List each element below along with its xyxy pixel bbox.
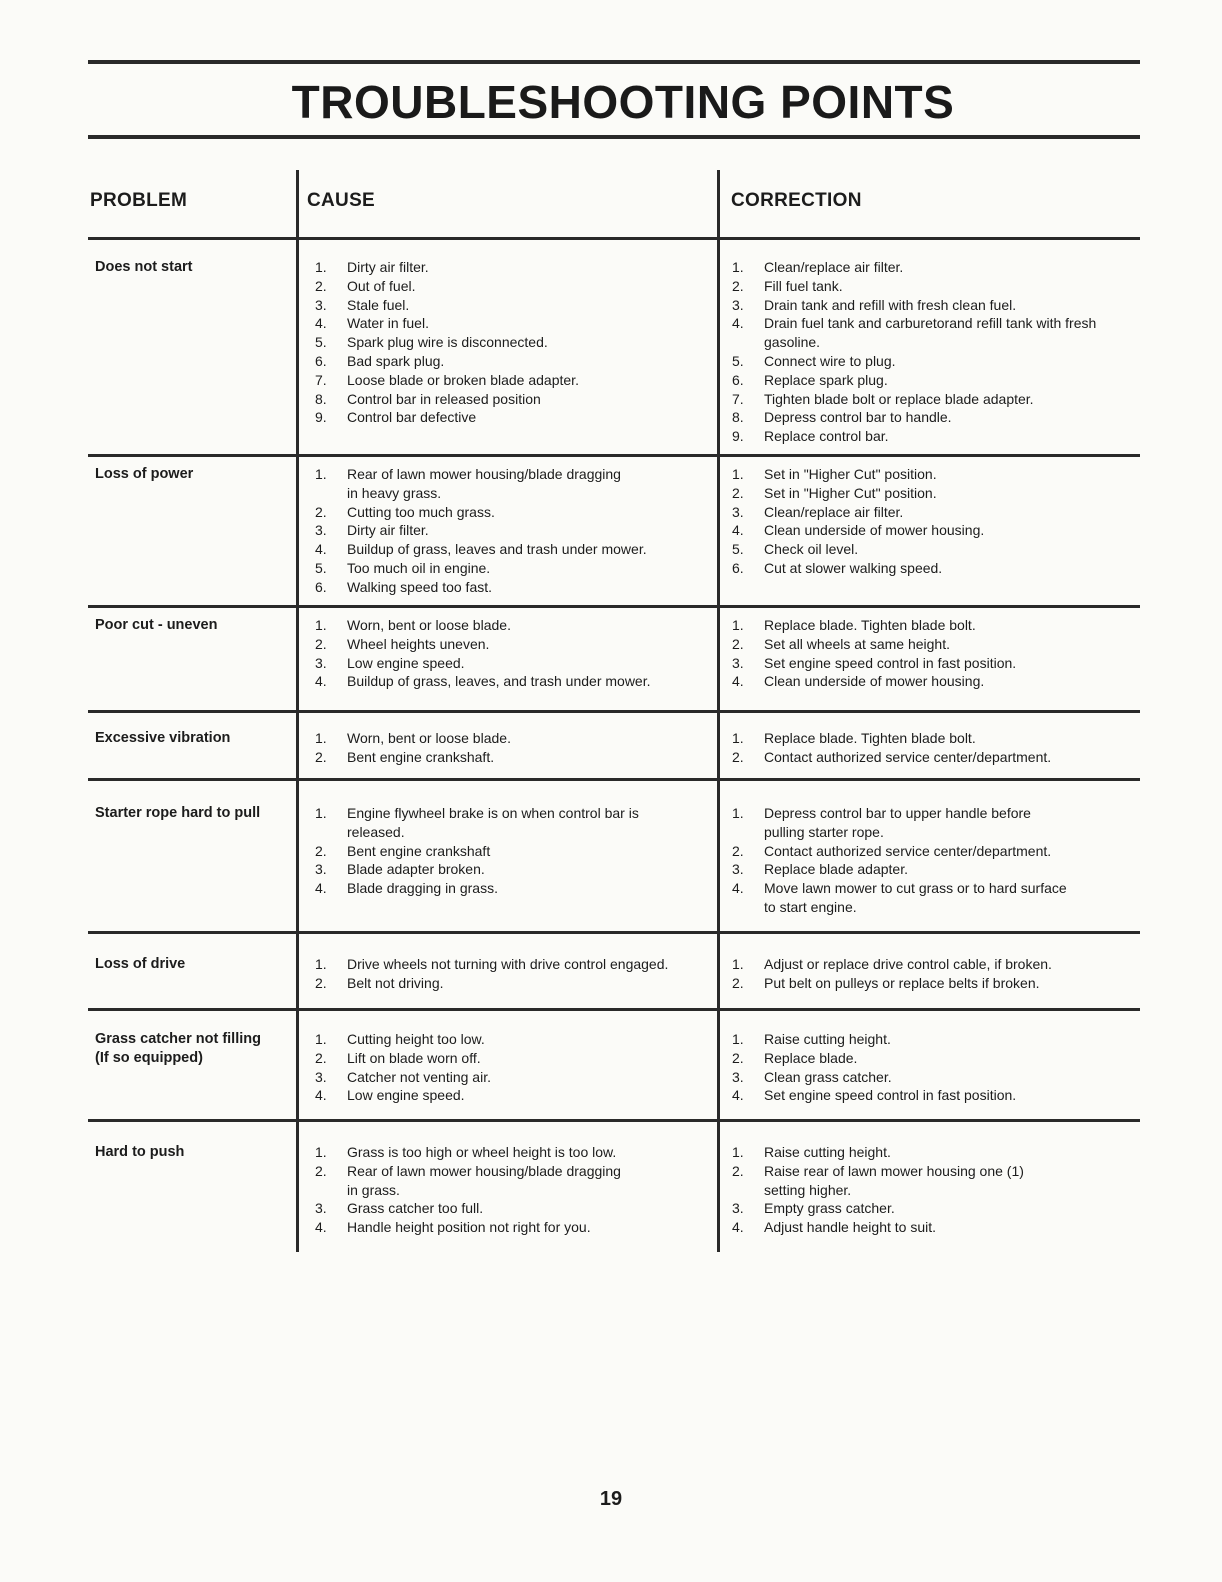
- item-text: released.: [347, 823, 405, 840]
- item-text: Control bar defective: [347, 409, 477, 426]
- correction-item: [732, 842, 1142, 861]
- correction-item: [732, 898, 1142, 917]
- causes-list: [315, 804, 715, 898]
- cause-item: [315, 729, 715, 748]
- cause-item: [315, 503, 715, 522]
- item-text: Cut at slower walking speed.: [764, 559, 943, 576]
- item-number: 3.: [315, 296, 327, 313]
- causes-list: [315, 258, 715, 427]
- item-text: Set in "Higher Cut" position.: [764, 466, 937, 482]
- item-number: 1.: [732, 956, 744, 972]
- title-top-rule: [88, 60, 1140, 64]
- item-number: 7.: [732, 390, 744, 407]
- row-divider: [88, 778, 1140, 781]
- item-text: Loose blade or broken blade adapter.: [347, 371, 579, 388]
- problem-label-line: Grass catcher not filling: [95, 1031, 261, 1047]
- title-bottom-rule: [88, 135, 1140, 139]
- item-number: 3.: [732, 654, 744, 671]
- item-text: Walking speed too fast.: [347, 578, 493, 595]
- corrections-list: [732, 258, 1142, 446]
- problem-label-line: Poor cut - uneven: [95, 617, 218, 633]
- item-number: 3.: [732, 861, 744, 878]
- cause-item: [315, 314, 715, 333]
- item-text: Wheel heights uneven.: [347, 635, 490, 652]
- correction-item: [732, 1030, 1142, 1049]
- item-text: Depress control bar to upper handle before: [764, 805, 1031, 821]
- item-number: 2.: [315, 1049, 327, 1066]
- item-text: Fill fuel tank.: [764, 277, 843, 294]
- item-text: Worn, bent or loose blade.: [347, 617, 511, 633]
- correction-item: [732, 1162, 1142, 1181]
- cause-item: [315, 484, 715, 503]
- item-text: Set engine speed control in fast position.: [764, 654, 1017, 671]
- correction-item: [732, 672, 1142, 691]
- item-text: Rear of lawn mower housing/blade dragging: [347, 466, 621, 482]
- item-text: Cutting height too low.: [347, 1031, 485, 1047]
- cause-item: [315, 1049, 715, 1068]
- item-number: 3.: [732, 1068, 744, 1085]
- item-number: 2.: [732, 484, 744, 501]
- item-text: Contact authorized service center/department.: [764, 748, 1052, 765]
- item-text: gasoline.: [764, 334, 821, 351]
- cause-item: [315, 371, 715, 390]
- correction-item: [732, 1199, 1142, 1218]
- correction-item: [732, 296, 1142, 315]
- item-number: 2.: [732, 748, 744, 765]
- item-text: Water in fuel.: [347, 315, 429, 332]
- page-number: 19: [599, 1488, 623, 1510]
- item-number: 6.: [732, 371, 744, 388]
- item-number: 2.: [315, 503, 327, 520]
- cause-item: [315, 823, 715, 842]
- cause-item: [315, 860, 715, 879]
- item-text: Grass catcher too full.: [347, 1200, 484, 1217]
- item-text: Catcher not venting air.: [347, 1068, 491, 1085]
- item-text: Drain tank and refill with fresh clean fuel.: [764, 296, 1017, 313]
- item-text: Adjust or replace drive control cable, if broken.: [764, 956, 1052, 972]
- header-cause: CAUSE: [307, 190, 376, 211]
- cause-item: [315, 1143, 715, 1162]
- item-number: 9.: [315, 409, 327, 426]
- item-text: Depress control bar to handle.: [764, 409, 952, 426]
- correction-item: [732, 616, 1142, 635]
- item-text: Too much oil in engine.: [347, 559, 491, 576]
- cause-item: [315, 955, 715, 974]
- item-number: 2.: [732, 842, 744, 859]
- item-number: 1.: [732, 805, 744, 821]
- cause-item: [315, 1181, 715, 1200]
- item-text: setting higher.: [764, 1181, 852, 1198]
- problem-label-line: (If so equipped): [95, 1050, 203, 1066]
- correction-item: [732, 804, 1142, 823]
- correction-item: [732, 1068, 1142, 1087]
- item-number: 1.: [315, 259, 327, 275]
- item-number: 2.: [315, 635, 327, 652]
- cause-item: [315, 559, 715, 578]
- row-divider: [88, 931, 1140, 934]
- item-number: 3.: [732, 296, 744, 313]
- item-text: Replace blade adapter.: [764, 861, 908, 878]
- problem-label-line: Starter rope hard to pull: [95, 805, 261, 821]
- item-text: Grass is too high or wheel height is too low.: [347, 1144, 617, 1160]
- item-text: Control bar in released position: [347, 390, 541, 407]
- item-number: 5.: [732, 541, 744, 558]
- item-text: Replace blade. Tighten blade bolt.: [764, 730, 976, 746]
- cause-item: [315, 465, 715, 484]
- correction-item: [732, 258, 1142, 277]
- item-text: to start engine.: [764, 898, 857, 915]
- item-number: 1.: [732, 466, 744, 482]
- item-text: Dirty air filter.: [347, 259, 429, 275]
- correction-item: [732, 1218, 1142, 1237]
- item-number: 4.: [315, 541, 327, 558]
- item-number: 6.: [732, 559, 744, 576]
- item-number: 4.: [732, 315, 744, 332]
- problem-label: [95, 804, 295, 823]
- item-text: Raise rear of lawn mower housing one (1): [764, 1162, 1024, 1179]
- cause-item: [315, 258, 715, 277]
- cause-item: [315, 654, 715, 673]
- item-number: 5.: [732, 352, 744, 369]
- cause-item: [315, 521, 715, 540]
- item-number: [732, 333, 764, 352]
- item-text: Put belt on pulleys or replace belts if broken.: [764, 974, 1040, 991]
- correction-item: [732, 352, 1142, 371]
- cause-item: [315, 277, 715, 296]
- item-text: Tighten blade bolt or replace blade adapter.: [764, 390, 1034, 407]
- item-text: Handle height position not right for you.: [347, 1219, 591, 1236]
- item-number: 7.: [315, 371, 327, 388]
- causes-list: [315, 1030, 715, 1105]
- problem-label: [95, 258, 295, 277]
- row-divider: [88, 605, 1140, 608]
- cause-item: [315, 672, 715, 691]
- item-number: 4.: [732, 1219, 744, 1236]
- cause-item: [315, 408, 715, 427]
- item-text: Adjust handle height to suit.: [764, 1219, 937, 1236]
- cause-item: [315, 352, 715, 371]
- item-text: Belt not driving.: [347, 974, 444, 991]
- item-number: [732, 898, 764, 917]
- item-text: Engine flywheel brake is on when control bar is: [347, 805, 639, 821]
- corrections-list: [732, 955, 1142, 993]
- causes-list: [315, 616, 715, 691]
- problem-label: [95, 616, 295, 635]
- correction-item: [732, 635, 1142, 654]
- item-text: in heavy grass.: [347, 484, 442, 501]
- item-number: 1.: [732, 617, 744, 633]
- cause-item: [315, 540, 715, 559]
- item-text: Raise cutting height.: [764, 1031, 891, 1047]
- item-number: 3.: [315, 522, 327, 539]
- item-number: 1.: [315, 956, 327, 972]
- cause-item: [315, 1162, 715, 1181]
- cause-item: [315, 1086, 715, 1105]
- cause-item: [315, 1068, 715, 1087]
- item-text: Drain fuel tank and carburetorand refill tank with fresh: [764, 315, 1097, 332]
- corrections-list: [732, 1030, 1142, 1105]
- correction-item: [732, 503, 1142, 522]
- item-text: Clean/replace air filter.: [764, 503, 904, 520]
- item-text: Clean underside of mower housing.: [764, 673, 985, 690]
- item-number: 6.: [315, 578, 327, 595]
- item-number: 4.: [315, 673, 327, 690]
- cause-item: [315, 974, 715, 993]
- correction-item: [732, 955, 1142, 974]
- item-number: [315, 823, 347, 842]
- item-number: 2.: [315, 974, 327, 991]
- row-divider: [88, 710, 1140, 713]
- header-problem: PROBLEM: [90, 190, 188, 211]
- cause-item: [315, 1030, 715, 1049]
- item-number: 3.: [315, 861, 327, 878]
- causes-list: [315, 955, 715, 993]
- item-number: 2.: [732, 277, 744, 294]
- corrections-list: [732, 616, 1142, 691]
- problem-label-line: Loss of power: [95, 466, 194, 482]
- item-text: Replace blade. Tighten blade bolt.: [764, 617, 976, 633]
- correction-item: [732, 1143, 1142, 1162]
- item-number: 1.: [315, 617, 327, 633]
- item-text: Check oil level.: [764, 541, 859, 558]
- cause-item: [315, 879, 715, 898]
- item-number: [315, 484, 347, 503]
- item-number: 1.: [315, 730, 327, 746]
- item-number: [315, 1181, 347, 1200]
- item-number: 1.: [732, 1144, 744, 1160]
- item-number: 3.: [315, 1200, 327, 1217]
- cause-item: [315, 616, 715, 635]
- causes-list: [315, 1143, 715, 1237]
- correction-item: [732, 748, 1142, 767]
- item-number: 4.: [732, 522, 744, 539]
- row-divider: [88, 1119, 1140, 1122]
- item-text: Dirty air filter.: [347, 522, 429, 539]
- item-text: Bad spark plug.: [347, 352, 445, 369]
- causes-list: [315, 465, 715, 597]
- item-text: in grass.: [347, 1181, 400, 1198]
- item-number: 2.: [732, 1162, 744, 1179]
- item-number: 2.: [315, 277, 327, 294]
- item-text: Lift on blade worn off.: [347, 1049, 481, 1066]
- item-number: [732, 1181, 764, 1200]
- cause-item: [315, 1218, 715, 1237]
- item-text: Clean/replace air filter.: [764, 259, 904, 275]
- item-number: 1.: [315, 1031, 327, 1047]
- correction-item: [732, 371, 1142, 390]
- item-number: 4.: [315, 1219, 327, 1236]
- problem-label-line: Excessive vibration: [95, 730, 231, 746]
- item-number: 4.: [732, 880, 744, 897]
- item-number: 1.: [315, 1144, 327, 1160]
- correction-item: [732, 879, 1142, 898]
- correction-item: [732, 408, 1142, 427]
- correction-item: [732, 974, 1142, 993]
- item-text: Out of fuel.: [347, 277, 416, 294]
- item-text: Replace blade.: [764, 1049, 858, 1066]
- item-text: Replace spark plug.: [764, 371, 888, 388]
- item-text: Set engine speed control in fast position.: [764, 1087, 1017, 1104]
- cause-item: [315, 333, 715, 352]
- item-text: Drive wheels not turning with drive control engaged.: [347, 956, 669, 972]
- correction-item: [732, 390, 1142, 409]
- problem-label-line: Does not start: [95, 259, 193, 275]
- item-text: Blade adapter broken.: [347, 861, 485, 878]
- correction-item: [732, 1181, 1142, 1200]
- item-text: Clean grass catcher.: [764, 1068, 892, 1085]
- item-number: 4.: [732, 673, 744, 690]
- item-number: 4.: [732, 1087, 744, 1104]
- item-text: Buildup of grass, leaves and trash under mower.: [347, 541, 647, 558]
- item-number: 3.: [315, 654, 327, 671]
- correction-item: [732, 277, 1142, 296]
- problem-label: [95, 465, 295, 484]
- correction-item: [732, 521, 1142, 540]
- item-text: Clean underside of mower housing.: [764, 522, 985, 539]
- corrections-list: [732, 1143, 1142, 1237]
- row-divider: [88, 1008, 1140, 1011]
- item-text: Blade dragging in grass.: [347, 880, 498, 897]
- row-divider: [88, 454, 1140, 457]
- item-text: Move lawn mower to cut grass or to hard surface: [764, 880, 1067, 897]
- correction-item: [732, 823, 1142, 842]
- correction-item: [732, 540, 1142, 559]
- corrections-list: [732, 465, 1142, 578]
- correction-item: [732, 559, 1142, 578]
- item-text: Raise cutting height.: [764, 1144, 891, 1160]
- cause-item: [315, 1199, 715, 1218]
- correction-item: [732, 654, 1142, 673]
- item-number: 5.: [315, 334, 327, 351]
- header-rule: [88, 237, 1140, 240]
- correction-item: [732, 484, 1142, 503]
- page-title: TROUBLESHOOTING POINTS: [291, 76, 955, 128]
- item-text: Stale fuel.: [347, 296, 410, 313]
- cause-item: [315, 578, 715, 597]
- item-text: Replace control bar.: [764, 428, 889, 445]
- problem-label-line: Hard to push: [95, 1144, 185, 1160]
- item-number: 1.: [315, 805, 327, 821]
- cause-item: [315, 842, 715, 861]
- item-number: 2.: [732, 1049, 744, 1066]
- item-text: Connect wire to plug.: [764, 352, 896, 369]
- correction-item: [732, 1086, 1142, 1105]
- item-number: 9.: [732, 428, 744, 445]
- item-number: 3.: [732, 503, 744, 520]
- item-number: 2.: [732, 974, 744, 991]
- item-text: Set in "Higher Cut" position.: [764, 484, 937, 501]
- header-correction: CORRECTION: [731, 190, 862, 211]
- item-text: Contact authorized service center/department.: [764, 842, 1052, 859]
- problem-label: [95, 1030, 295, 1068]
- item-text: Bent engine crankshaft.: [347, 748, 495, 765]
- problem-label: [95, 729, 295, 748]
- item-number: [732, 823, 764, 842]
- cause-item: [315, 296, 715, 315]
- item-number: 2.: [315, 1162, 327, 1179]
- item-number: 5.: [315, 559, 327, 576]
- item-text: Buildup of grass, leaves, and trash under mower.: [347, 673, 651, 690]
- correction-item: [732, 427, 1142, 446]
- item-text: Empty grass catcher.: [764, 1200, 895, 1217]
- item-number: 1.: [732, 1031, 744, 1047]
- corrections-list: [732, 729, 1142, 767]
- correction-item: [732, 729, 1142, 748]
- item-number: 3.: [315, 1068, 327, 1085]
- item-number: 6.: [315, 352, 327, 369]
- item-number: 1.: [315, 466, 327, 482]
- item-text: Set all wheels at same height.: [764, 635, 950, 652]
- item-number: 4.: [315, 880, 327, 897]
- cause-item: [315, 635, 715, 654]
- correction-item: [732, 465, 1142, 484]
- cause-item: [315, 748, 715, 767]
- correction-item: [732, 1049, 1142, 1068]
- item-text: Bent engine crankshaft: [347, 842, 491, 859]
- item-text: Cutting too much grass.: [347, 503, 495, 520]
- problem-label: [95, 955, 295, 974]
- cause-item: [315, 804, 715, 823]
- item-text: Low engine speed.: [347, 654, 465, 671]
- corrections-list: [732, 804, 1142, 917]
- item-text: Low engine speed.: [347, 1087, 465, 1104]
- correction-item: [732, 333, 1142, 352]
- item-number: 8.: [315, 390, 327, 407]
- correction-item: [732, 860, 1142, 879]
- item-number: 4.: [315, 1087, 327, 1104]
- item-number: 1.: [732, 730, 744, 746]
- item-text: Worn, bent or loose blade.: [347, 730, 511, 746]
- item-number: 1.: [732, 259, 744, 275]
- item-number: 2.: [315, 842, 327, 859]
- problem-label-line: Loss of drive: [95, 956, 186, 972]
- item-text: pulling starter rope.: [764, 823, 884, 840]
- causes-list: [315, 729, 715, 767]
- item-number: 8.: [732, 409, 744, 426]
- item-text: Rear of lawn mower housing/blade dragging: [347, 1162, 621, 1179]
- problem-label: [95, 1143, 295, 1162]
- cause-item: [315, 390, 715, 409]
- correction-item: [732, 314, 1142, 333]
- item-number: 2.: [315, 748, 327, 765]
- item-number: 2.: [732, 635, 744, 652]
- item-number: 4.: [315, 315, 327, 332]
- item-number: 3.: [732, 1200, 744, 1217]
- item-text: Spark plug wire is disconnected.: [347, 334, 548, 351]
